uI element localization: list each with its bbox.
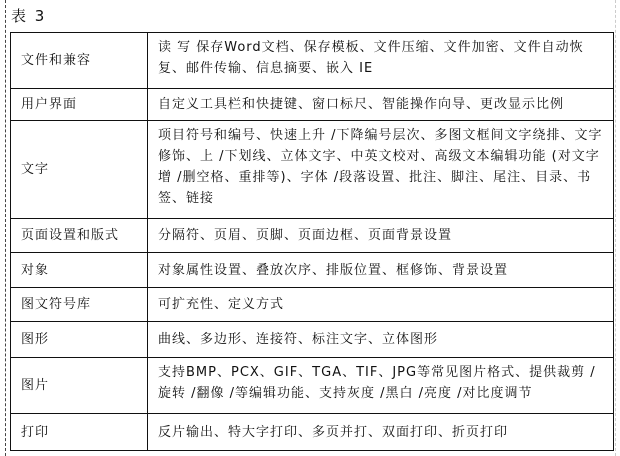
table-row (11, 288, 614, 322)
category-cell: 用户界面 (11, 89, 148, 121)
features-cell: 读 写 保存Word文档、保存模板、文件压缩、文件加密、文件自动恢复、邮件传输、信息摘要、嵌入 IE (148, 33, 614, 89)
category-cell: 图文符号库 (11, 288, 148, 322)
table-row (11, 414, 614, 451)
category-cell: 对象 (11, 253, 148, 288)
features-cell: 对象属性设置、叠放次序、排版位置、框修饰、背景设置 (148, 253, 614, 288)
table-row (11, 322, 614, 358)
table-caption: 表 3 (11, 7, 47, 25)
table-row (11, 219, 614, 253)
page-margin-left-dashed-line (5, 0, 6, 456)
category-cell: 文件和兼容 (11, 33, 148, 89)
features-cell: 可扩充性、定义方式 (148, 288, 614, 322)
category-cell: 页面设置和版式 (11, 219, 148, 253)
table-row (11, 253, 614, 288)
page-margin-right-dashed-line (615, 0, 616, 456)
features-cell: 项目符号和编号、快速上升 /下降编号层次、多图文框间文字绕排、文字修饰、上 /下划线、立体文字、中英文校对、高级文本编辑功能 (对文字增 /删空格、重排等)、字体 /段落设置、批注、脚注、尾注、目录、书签、链接 (148, 121, 614, 219)
features-cell: 反片输出、特大字打印、多页并打、双面打印、折页打印 (148, 414, 614, 451)
table-row (11, 33, 614, 89)
category-cell: 图片 (11, 358, 148, 414)
table-row (11, 358, 614, 414)
category-cell: 文字 (11, 121, 148, 219)
table-row (11, 121, 614, 219)
table-row (11, 89, 614, 121)
category-cell: 打印 (11, 414, 148, 451)
features-cell: 曲线、多边形、连接符、标注文字、立体图形 (148, 322, 614, 358)
features-cell: 分隔符、页眉、页脚、页面边框、页面背景设置 (148, 219, 614, 253)
category-cell: 图形 (11, 322, 148, 358)
features-cell: 自定义工具栏和快捷键、窗口标尺、智能操作向导、更改显示比例 (148, 89, 614, 121)
feature-table (10, 32, 614, 451)
features-cell: 支持BMP、PCX、GIF、TGA、TIF、JPG等常见图片格式、提供裁剪 /旋转 /翻像 /等编辑功能、支持灰度 /黑白 /亮度 /对比度调节 (148, 358, 614, 414)
